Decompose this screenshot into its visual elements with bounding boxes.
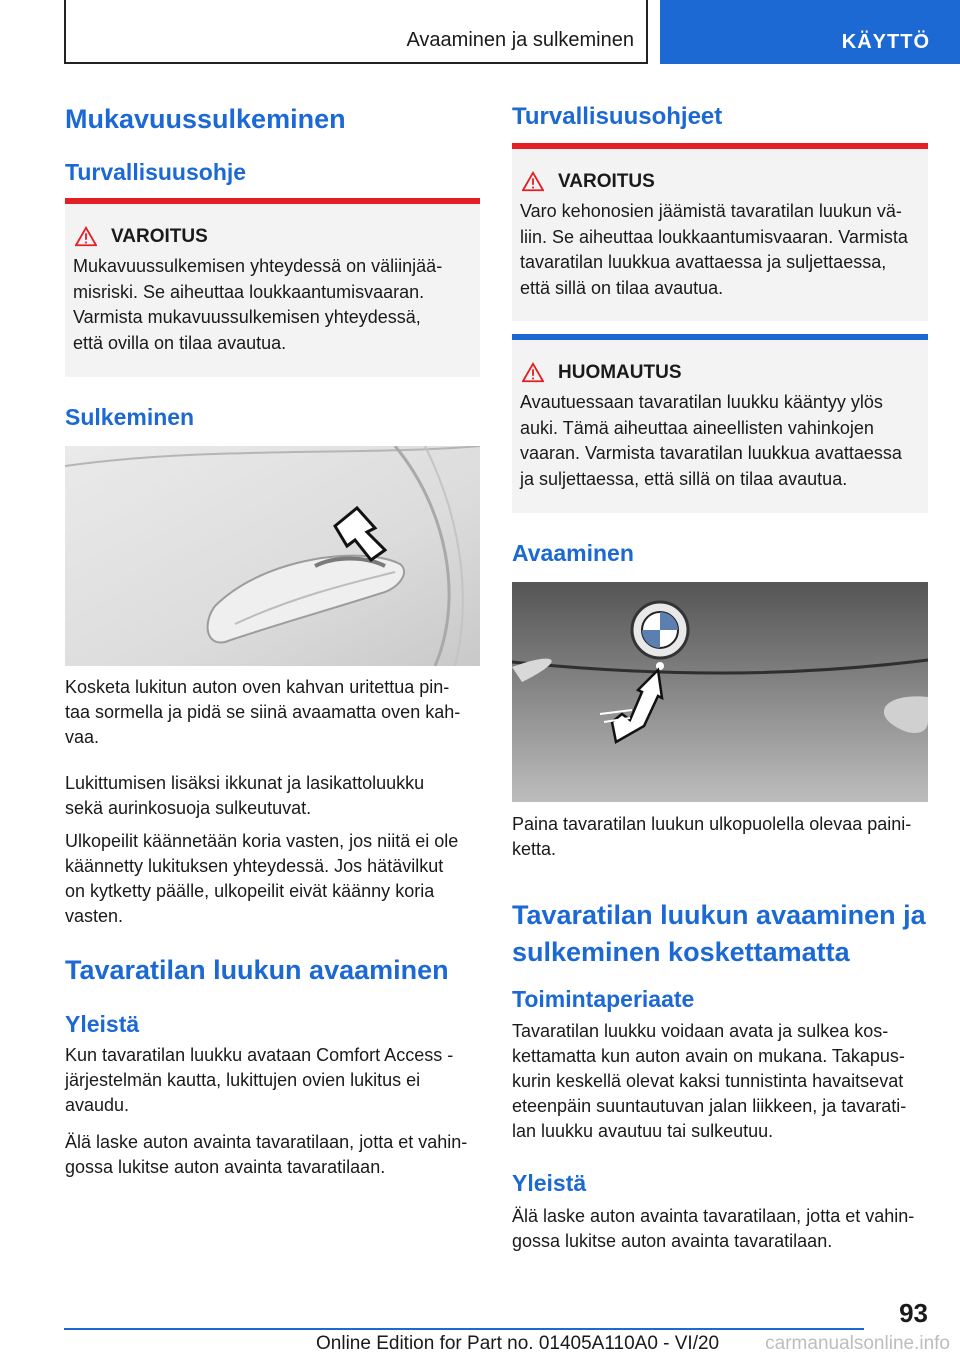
- paragraph-kosketa: [65, 675, 480, 750]
- text-line: taa sormella ja pidä se siinä avaamatta oven kah-: [65, 702, 461, 722]
- heading-tavaratilan-avaaminen: Tavaratilan luukun avaaminen: [65, 955, 449, 985]
- text-line: kettamatta kun auton avain on mukana. Takapus-: [512, 1046, 905, 1066]
- heading-koskettamatta: [512, 897, 926, 971]
- paragraph-lukittumisen: [65, 771, 480, 821]
- heading-turvallisuusohjeet: Turvallisuusohjeet: [512, 103, 723, 130]
- text-line: vaa.: [65, 727, 100, 747]
- text-line: vasten.: [65, 906, 124, 926]
- text-line: gossa lukitse auton avainta tavaratilaan.: [512, 1231, 833, 1251]
- heading-toimintaperiaate: Toimintaperiaate: [512, 986, 695, 1012]
- text-line: ja suljettaessa, että sillä on tilaa avautua.: [520, 468, 848, 489]
- text-line: Kun tavaratilan luukku avataan Comfort Access -: [65, 1045, 454, 1065]
- text-line: ketta.: [512, 839, 557, 859]
- text-line: käännetty lukituksen yhteydessä. Jos hätävilkut: [65, 856, 444, 876]
- warning-box-2: [512, 143, 928, 321]
- heading-sulkeminen: Sulkeminen: [65, 404, 195, 430]
- warning-body-1: [73, 254, 472, 356]
- text-line: että sillä on tilaa avautua.: [520, 277, 724, 298]
- paragraph-ala-laske: [65, 1130, 480, 1180]
- text-line: Avautuessaan tavaratilan luukku kääntyy ylös: [520, 392, 883, 412]
- trunk-button-illustration: [512, 582, 928, 802]
- heading-mukavuussulkeminen: Mukavuussulkeminen: [65, 104, 346, 134]
- text-line: Ulkopeilit käännetään koria vasten, jos niitä ei ole: [65, 831, 459, 851]
- header-section-box: [64, 0, 648, 64]
- note-title: [520, 360, 920, 386]
- trunk-button-image: [512, 582, 928, 802]
- text-line: on kytketty päälle, ulkopeilit eivät käänny koria: [65, 881, 435, 901]
- heading-turvallisuusohje: Turvallisuusohje: [65, 159, 247, 185]
- text-line: avaudu.: [65, 1095, 130, 1115]
- header-chapter-tab: [660, 0, 960, 64]
- text-line: Lukittumisen lisäksi ikkunat ja lasikattoluukku: [65, 773, 425, 793]
- heading-yleista-2: Yleistä: [512, 1170, 587, 1196]
- text-line: liin. Se aiheuttaa loukkaantumisvaaran. Varmista: [520, 226, 908, 247]
- door-handle-illustration: [65, 446, 480, 666]
- warning-body-2: [520, 199, 920, 301]
- text-line: lan luukku avautuu tai sulkeutuu.: [512, 1121, 774, 1141]
- text-line: kurin keskellä olevat kaksi tunnistinta havaitsevat: [512, 1071, 904, 1091]
- text-line: vaaran. Varmista tavaratilan luukkua avattaessa: [520, 443, 902, 463]
- text-line: Kosketa lukitun auton oven kahvan uritettua pin-: [65, 677, 450, 697]
- paragraph-ala-laske-2: [512, 1204, 928, 1254]
- warning-title-1: [73, 224, 472, 250]
- note-title-text: HUOMAUTUS: [558, 362, 682, 383]
- paragraph-comfort-access: [65, 1043, 480, 1118]
- text-line: Älä laske auton avainta tavaratilaan, jotta et vahin-: [512, 1206, 915, 1226]
- text-line: Varo kehonosien jäämistä tavaratilan luukun vä-: [520, 201, 902, 221]
- door-handle-image: [65, 446, 480, 666]
- warning-triangle-icon: [522, 171, 544, 193]
- text-line: sekä aurinkosuoja sulkeutuvat.: [65, 798, 312, 818]
- text-line: tavaratilan luukkua avattaessa ja suljettaessa,: [520, 252, 887, 272]
- warning-triangle-icon: [522, 362, 544, 384]
- footer-edition: Online Edition for Part no. 01405A110A0 - VI/20: [316, 1333, 720, 1354]
- text-line: sulkeminen koskettamatta: [512, 937, 850, 967]
- warning-title-2: [520, 169, 920, 195]
- note-box: [512, 334, 928, 513]
- text-line: että ovilla on tilaa avautua.: [73, 332, 287, 353]
- paragraph-paina: [512, 812, 928, 862]
- paragraph-ulkopeilit: [65, 829, 480, 929]
- note-body: [520, 390, 920, 492]
- paragraph-toimintaperiaate: [512, 1019, 928, 1144]
- text-line: Tavaratilan luukku voidaan avata ja sulkea kos-: [512, 1021, 889, 1041]
- warning-title-text-2: VAROITUS: [558, 171, 655, 192]
- warning-box-1: [65, 198, 480, 377]
- heading-yleista: Yleistä: [65, 1011, 140, 1037]
- footer-divider: [64, 1328, 864, 1330]
- heading-avaaminen: Avaaminen: [512, 540, 634, 566]
- text-line: misriski. Se aiheuttaa loukkaantumisvaaran.: [73, 281, 425, 302]
- text-line: Älä laske auton avainta tavaratilaan, jotta et vahin-: [65, 1132, 468, 1152]
- header-section-title: Avaaminen ja sulkeminen: [406, 29, 634, 51]
- text-line: eteenpäin suuntautuvan jalan liikkeen, ja tavarati-: [512, 1096, 907, 1116]
- page-number: 93: [899, 1298, 928, 1328]
- warning-triangle-icon: [75, 226, 97, 248]
- text-line: Varmista mukavuussulkemisen yhteydessä,: [73, 307, 421, 327]
- text-line: Mukavuussulkemisen yhteydessä on väliinjää-: [73, 256, 443, 276]
- footer-watermark: carmanualsonline.info: [765, 1333, 950, 1354]
- header-chapter-label: KÄYTTÖ: [841, 31, 930, 53]
- text-line: järjestelmän kautta, lukittujen ovien lukitus ei: [65, 1070, 421, 1090]
- text-line: Tavaratilan luukun avaaminen ja: [512, 900, 926, 930]
- warning-title-text-1: VAROITUS: [111, 226, 208, 247]
- text-line: gossa lukitse auton avainta tavaratilaan.: [65, 1157, 386, 1177]
- text-line: auki. Tämä aiheuttaa aineellisten vahinkojen: [520, 417, 874, 438]
- text-line: Paina tavaratilan luukun ulkopuolella olevaa paini-: [512, 814, 912, 834]
